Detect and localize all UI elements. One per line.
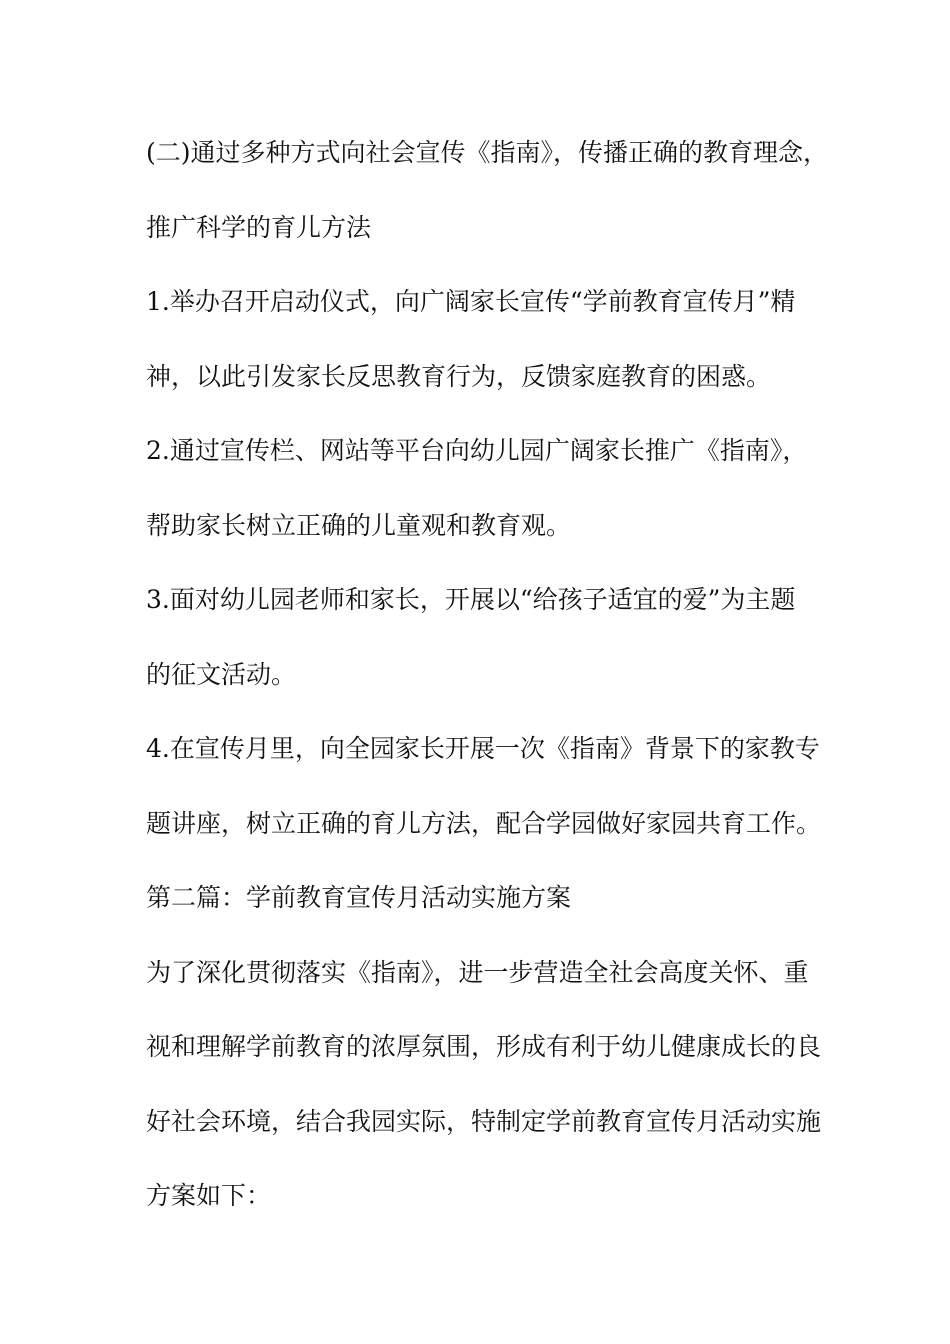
text-line: 3.面对幼儿园老师和家长，开展以“给孩子适宜的爱”为主题 <box>146 585 796 614</box>
text-line: 推广科学的育儿方法 <box>146 212 372 242</box>
text-line: 好社会环境，结合我园实际，特制定学前教育宣传月活动实施 <box>146 1106 822 1136</box>
text-line: 4.在宣传月里，向全园家长开展一次《指南》背景下的家教专 <box>146 734 820 763</box>
text-line: 帮助家长树立正确的儿童观和教育观。 <box>146 510 572 540</box>
text-line: 的征文活动。 <box>146 659 297 689</box>
text-line: 方案如下： <box>146 1181 272 1210</box>
text-line: 神，以此引发家长反思教育行为，反馈家庭教育的困惑。 <box>146 361 772 391</box>
text-line: 为了深化贯彻落实《指南》，进一步营造全社会高度关怀、重 <box>146 957 809 987</box>
text-line: 视和理解学前教育的浓厚氛围，形成有利于幼儿健康成长的良 <box>146 1032 822 1061</box>
document-body <box>146 128 836 1246</box>
text-line: 2.通过宣传栏、网站等平台向幼儿园广阔家长推广《指南》， <box>146 436 808 465</box>
section-heading: 第二篇：学前教育宣传月活动实施方案 <box>146 883 572 912</box>
text-line: 1.举办召开启动仪式，向广阔家长宣传“学前教育宣传月”精 <box>146 287 796 316</box>
text-line: 题讲座，树立正确的育儿方法，配合学园做好家园共育工作。 <box>146 808 822 838</box>
text-line: (二)通过多种方式向社会宣传《指南》，传播正确的教育理念， <box>146 138 829 167</box>
